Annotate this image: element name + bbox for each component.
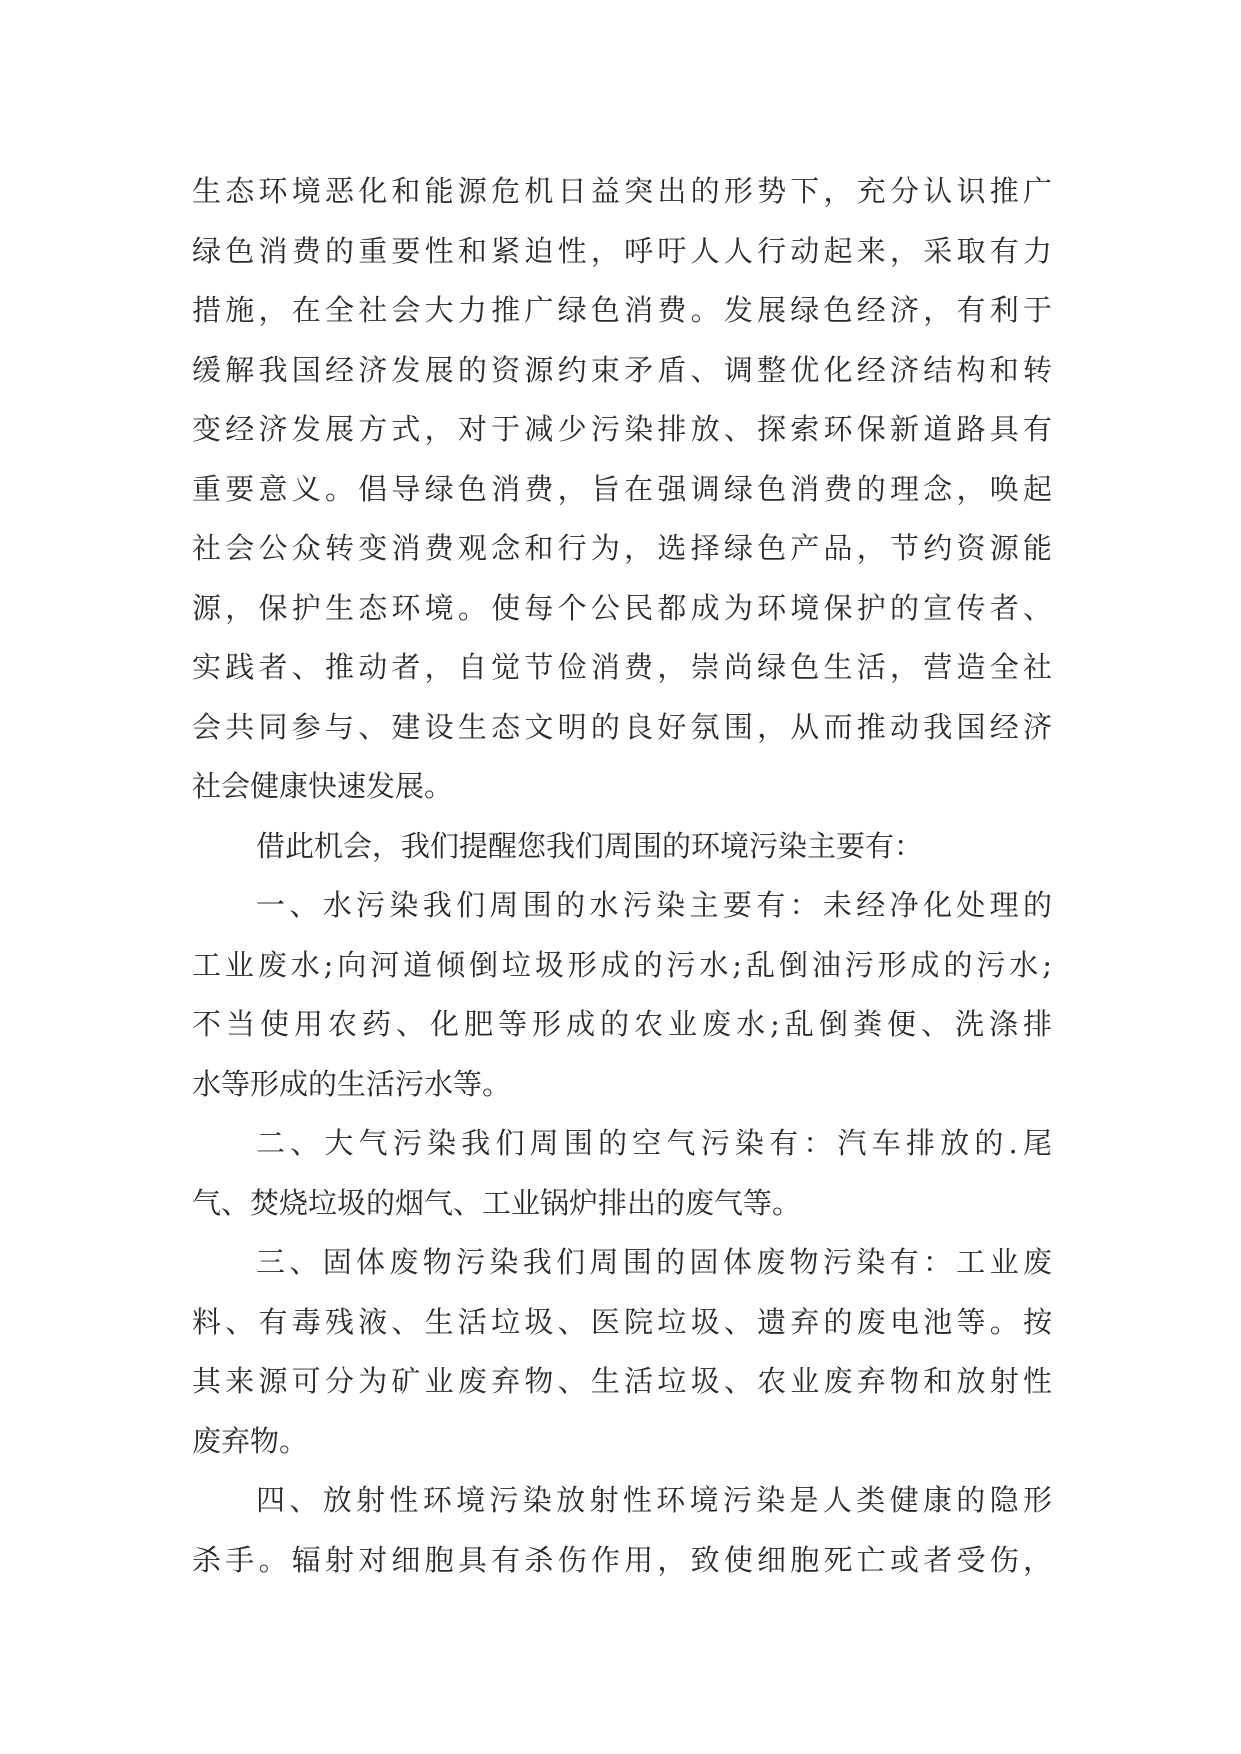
text-line: 生态环境恶化和能源危机日益突出的形势下，充分认识推广 [192, 174, 1052, 208]
text-line: 废弃物。 [192, 1423, 309, 1458]
text-line: 社会公众转变消费观念和行为，选择绿色产品，节约资源能 [192, 531, 1052, 565]
document-body [192, 162, 1052, 1590]
text-line: 源，保护生态环境。使每个公民都成为环境保护的宣传者、 [192, 590, 1052, 625]
text-line: 不当使用农药、化肥等形成的农业废水;乱倒粪便、洗涤排 [192, 1007, 1052, 1041]
text-line: 三、固体废物污染我们周围的固体废物污染有：工业废 [256, 1245, 1052, 1279]
text-line: 二、大气污染我们周围的空气污染有：汽车排放的.尾 [256, 1126, 1052, 1160]
text-line: 四、放射性环境污染放射性环境污染是人类健康的隐形 [256, 1483, 1052, 1517]
text-line: 会共同参与、建设生态文明的良好氛围，从而推动我国经济 [192, 709, 1052, 744]
text-line: 社会健康快速发展。 [192, 769, 454, 803]
text-line: 水等形成的生活污水等。 [192, 1066, 512, 1101]
text-line: 杀手。辐射对细胞具有杀伤作用，致使细胞死亡或者受伤， [192, 1542, 1052, 1577]
text-line: 借此机会，我们提醒您我们周围的环境污染主要有： [256, 828, 924, 863]
text-line: 变经济发展方式，对于减少污染排放、探索环保新道路具有 [192, 412, 1052, 446]
text-line: 重要意义。倡导绿色消费，旨在强调绿色消费的理念，唤起 [192, 471, 1052, 506]
text-line: 措施，在全社会大力推广绿色消费。发展绿色经济，有利于 [192, 293, 1052, 327]
text-line: 缓解我国经济发展的资源约束矛盾、调整优化经济结构和转 [192, 352, 1052, 387]
text-line: 其来源可分为矿业废弃物、生活垃圾、农业废弃物和放射性 [192, 1364, 1052, 1398]
text-line: 气、焚烧垃圾的烟气、工业锅炉排出的废气等。 [192, 1185, 802, 1220]
text-line: 实践者、推动者，自觉节俭消费，崇尚绿色生活，营造全社 [192, 650, 1052, 684]
text-line: 绿色消费的重要性和紧迫性，呼吁人人行动起来，采取有力 [192, 233, 1052, 268]
text-line: 料、有毒残液、生活垃圾、医院垃圾、遗弃的废电池等。按 [192, 1304, 1052, 1339]
text-line: 一、水污染我们周围的水污染主要有：未经净化处理的 [256, 888, 1052, 922]
text-line: 工业废水;向河道倾倒垃圾形成的污水;乱倒油污形成的污水; [192, 947, 1052, 982]
